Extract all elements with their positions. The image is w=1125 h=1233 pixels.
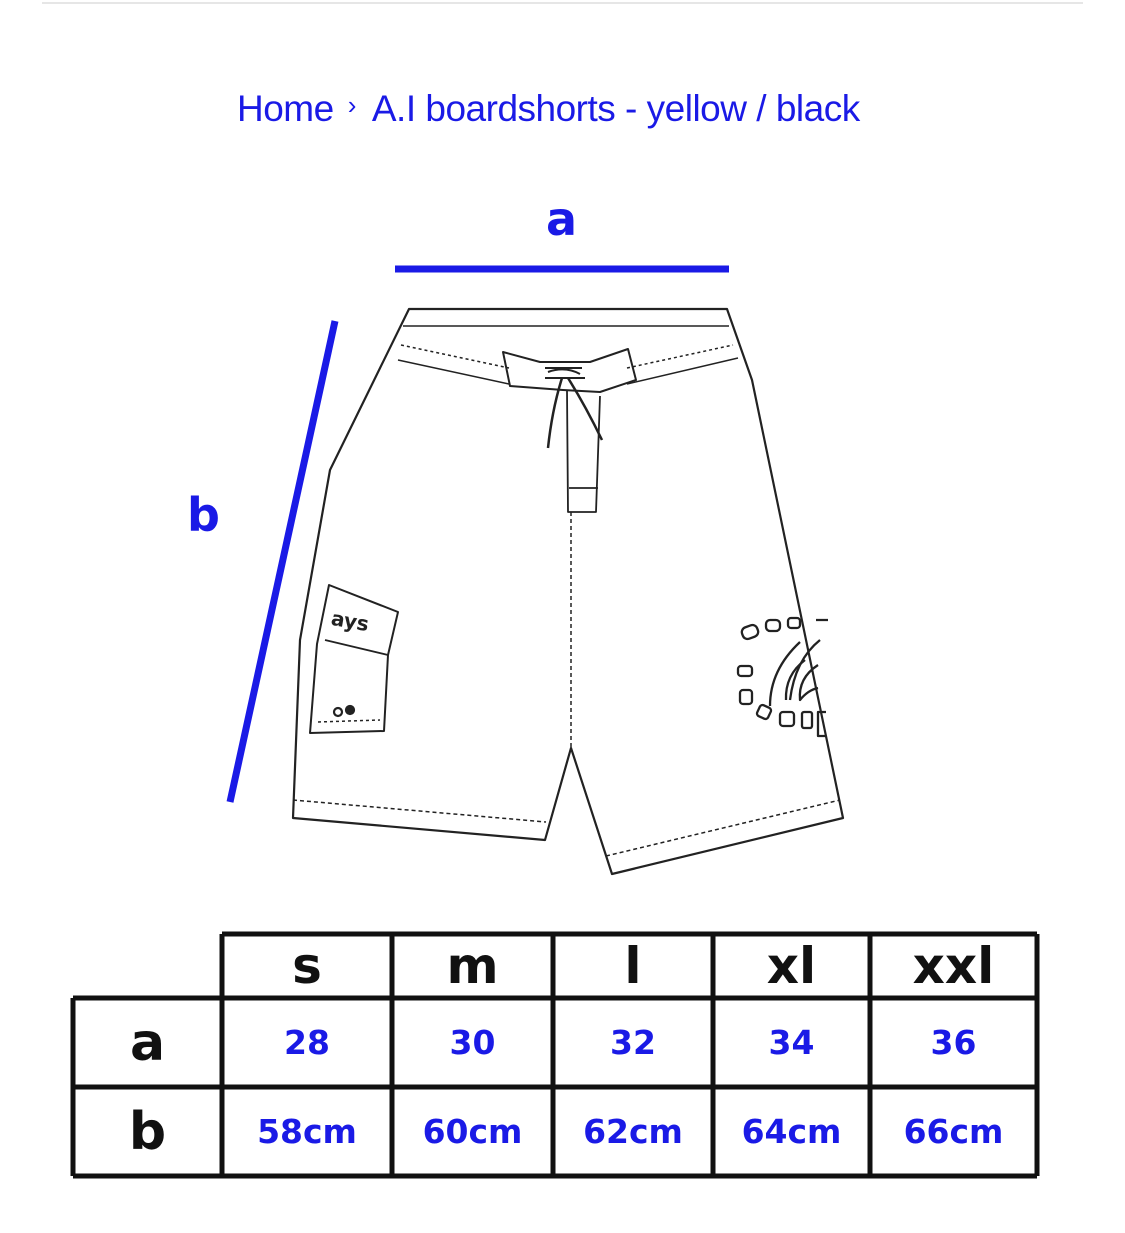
dimension-label-b: b <box>187 488 220 542</box>
size-cell-b-xxl: 66cm <box>903 1112 1004 1151</box>
row-label-b: b <box>128 1101 167 1162</box>
pocket-brand-text: ays <box>329 605 371 637</box>
size-cell-a-xl: 34 <box>768 1023 815 1062</box>
row-label-a: a <box>129 1012 166 1073</box>
size-cell-a-s: 28 <box>284 1023 330 1062</box>
size-cell-b-l: 62cm <box>583 1112 683 1151</box>
size-cell-b-xl: 64cm <box>741 1112 842 1151</box>
size-header-l: l <box>624 937 642 995</box>
breadcrumb-separator-icon: › <box>347 89 356 120</box>
dimension-label-a: a <box>546 192 578 246</box>
size-cell-b-s: 58cm <box>257 1112 357 1151</box>
breadcrumb-home-link[interactable]: Home <box>237 88 334 129</box>
size-header-s: s <box>292 937 322 995</box>
size-cell-a-xxl: 36 <box>930 1023 977 1062</box>
breadcrumb-current: A.I boardshorts - yellow / black <box>371 88 860 129</box>
size-cell-b-m: 60cm <box>422 1112 523 1151</box>
size-cell-a-l: 32 <box>610 1023 656 1062</box>
size-header-xl: xl <box>766 937 817 995</box>
size-header-m: m <box>446 937 499 995</box>
size-header-xxl: xxl <box>912 937 995 995</box>
size-cell-a-m: 30 <box>449 1023 496 1062</box>
